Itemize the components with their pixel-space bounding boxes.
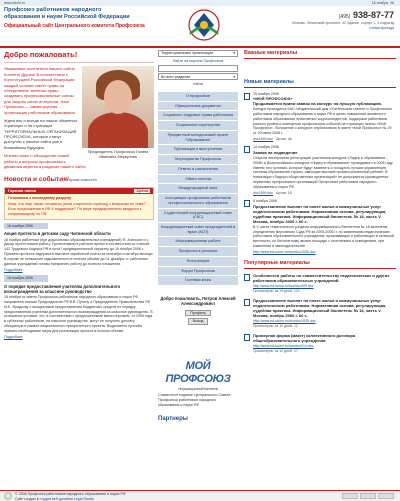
- middle-column: [158, 50, 238, 423]
- studio-link[interactable]: студии веб-дизайна Legal Studio: [39, 496, 94, 501]
- popular-materials-heading: Популярные материалы: [244, 260, 396, 269]
- material-title[interactable]: Заявка на подведение: [253, 149, 298, 155]
- territorial-org-select[interactable]: Территориальные организации ▾: [158, 50, 238, 57]
- menu-item[interactable]: О профсоюзе: [158, 92, 238, 102]
- hotline-item-title[interactable]: Готовимся к последнему разделу: [8, 196, 72, 201]
- popular-item: Примерная форма (макет) коллективного договора общеобразовательного учреждения. http://www.ed-union.ru/doc/doc014.doc Просмотров: за 10 дней: 17: [244, 333, 396, 354]
- hotline-archive-link[interactable]: Архив: [136, 188, 148, 193]
- material-title[interactable]: Примерная форма (макет) коллективного договора общеобразовательного учреждения.: [253, 332, 356, 343]
- counter-badge[interactable]: [378, 493, 394, 499]
- menu-item[interactable]: Обмен опытом: [158, 175, 238, 185]
- news-archive-link[interactable]: Архив новостей: [68, 178, 97, 183]
- news-title[interactable]: Акция протеста в детском саду Читинской области: [4, 231, 111, 237]
- material-title[interactable]: Предоставление выплат по плате жилья и коммунальных услуг педагогическим работникам. Нормативная основа, регулирующая, судебная практика. Информационный бюллетень № 18, часть V. Москва, ноябрь 2006 г. 60 с.: [253, 297, 387, 318]
- menu-item[interactable]: Фотогалерея: [158, 257, 238, 267]
- moy-profsoyuz-block: [158, 360, 238, 408]
- site-title-line2: образования и науки Российской Федерации: [4, 13, 130, 20]
- footer: [0, 490, 400, 501]
- menu-item[interactable]: Социально-трудовые права работников: [158, 111, 238, 121]
- welcome-text-3: Мнение ваше и обсуждение нашей работы и вопросы профсоюзного движения ведется в разделах нашего сайта.: [4, 153, 87, 170]
- photo-caption: Председатель Профсоюза Галина Ивановна Меркулова: [87, 150, 149, 160]
- document-icon: [244, 200, 250, 207]
- site-subtitle: Официальный сайт Центрального комитета Профсоюза: [4, 22, 145, 29]
- counter-badge[interactable]: [342, 493, 358, 499]
- site-title-block: [4, 7, 204, 29]
- material-link[interactable]: doc1490.doc: [253, 137, 274, 142]
- main-menu: [158, 92, 238, 286]
- document-icon: [244, 93, 250, 100]
- address: Москва, Ленинский проспект, 42 Здание, корпус 1, 3 подъезд: [292, 21, 394, 26]
- header-divider: [0, 46, 400, 48]
- news-date: 15 ноября 2006: [4, 275, 48, 281]
- logout-button[interactable]: Выход: [188, 318, 209, 324]
- chevron-down-icon: ▾: [233, 51, 235, 56]
- news-text: 15 ноября от имени Профсоюза работников народного образования и науки РФ направлено письмо Председателю РФ В.В. Путину и Председателю Правительства РФ М.Е. Фрадкову с инициативой предоставления бюджетных средств по порядку предоставления учителям дополнительного вознаграждения за классное руководство. В отношении условий, что, в соответствии с предложенными министерством, от 2006 года в субъектах работников, на классное руководство, могут не получить доплату, обещанную в рамках национального приоритетного проекта. Выделяется просьба принять необходимые меры для реализации проекта в полном объеме.: [4, 295, 153, 333]
- material-link[interactable]: http://www.ed-union.ru/doc/doc014.doc: [253, 343, 314, 348]
- map-link[interactable]: схема проезда: [369, 26, 394, 31]
- welcome-text: Уважаемые посетители нашего сайта! Коллеги! Друзья! В соответствии с Конституцией Российской Федерации каждый человек имеет право на объединение, включая право создавать профессиональные союзы для защиты своих интересов. Наш Профсоюз — самая крупная организация работников образования.: [4, 66, 76, 115]
- material-item: 5 ноября 2006 Предоставление выплат по плате жилья и коммунальных услуг педагогическим работникам. Нормативная основа, регулирующая, судебная практика. Информационный бюллетень № 18, часть V. Москва, ноябрь 2006 г. 60 с. В V части тематического раздела информационного бюллетеня № 18 включены определения Верховного Суда РФ за 2005-2006 гг. по заявлениям педагогических работников образовательного учреждения, проживающих и работающих в сельской местности, по бесплатному жилью площадь с отоплением и освещением, при изменении в законодательстве. http://www.ed-union.ru/doc/doc1535.doc: [244, 199, 396, 254]
- new-materials-heading: Новые материалы: [244, 79, 396, 88]
- moy-profsoyuz-text: Совместное издание Центрального Совета Профсоюза работников народного образования и науки РФ: [158, 393, 231, 408]
- hotline-box: [4, 187, 154, 220]
- partners-heading: Партнеры: [158, 415, 188, 422]
- left-column: [4, 50, 154, 339]
- news-text: 16 ноября работники (при дошкольных образовательных учреждений) Ф. Агинское и с. Дакар протестовали работу. Протестовали в рабочее время в соответствии со статьей 142 Трудового Кодекса РФ в ночи? предварительный характер до 19 ноября 2006 г. Причина протеста задержка в выплате заработной платы за сентябрь и октябрь месяцы. В случае не погашения задолженности в полном объеме до 01 декабря т.г. работники данных учреждений готовы прекратить работу до полного погашения.: [4, 237, 154, 266]
- user-greeting: Добро пожаловать, Петров Алексей Александрович!: [160, 296, 236, 307]
- document-icon: [244, 274, 250, 281]
- news-more-link[interactable]: Подробнее: [4, 334, 23, 339]
- menu-item[interactable]: Гостевая книга: [158, 276, 238, 286]
- document-icon: [244, 299, 250, 306]
- news-item: [4, 223, 154, 272]
- hotline-item-text: Итак, что еще также готовится (если сторонних страниц) к вопросам по теме? Есть предложения в ЛФ-4 поддержке? По мере предварительно вводится к сохраняющему по ЛФ.: [8, 202, 146, 216]
- material-title[interactable]: «МОЙ ПРОФСОЮЗ»: [253, 95, 293, 101]
- counter-badge[interactable]: [360, 493, 376, 499]
- welcome-text-2: Ждем вас и всегда на наших обменных страницах и на страницах ТЕРРИТОРИАЛЬНЫХ ОРГАНИЗАЦИЙ ПРОФСОЮЗА, которые станут доступны с нашего сайта уже в ближайшем будущем.: [4, 117, 78, 150]
- menu-item[interactable]: Официальные документы: [158, 102, 238, 112]
- material-link[interactable]: http://www.ed-union.ru/doc/doc009.doc: [253, 284, 314, 289]
- site-url[interactable]: www.eduhr.ru: [4, 1, 26, 5]
- chevron-down-icon: ▾: [233, 74, 235, 79]
- search-button[interactable]: Найти: [192, 82, 204, 87]
- material-link[interactable]: doc1599.doc: [253, 190, 274, 195]
- top-strip: [0, 0, 400, 6]
- menu-item[interactable]: Профсоюз в регионах: [158, 247, 238, 257]
- union-emblem-icon: [178, 8, 230, 42]
- material-title[interactable]: Особенности работы по совместительству педагогических и других работников образовательных учреждений.: [253, 273, 390, 284]
- search-input[interactable]: [158, 65, 238, 72]
- chairman-photo: [82, 66, 154, 148]
- hotline-bar: [5, 188, 153, 195]
- counters: [342, 493, 394, 499]
- menu-item[interactable]: Форум Профсоюза: [158, 267, 238, 277]
- news-item: [4, 275, 154, 339]
- menu-item[interactable]: Социальное партнерство: [158, 121, 238, 131]
- hotline-body: [5, 194, 153, 219]
- hotline-title: Горячая линия: [8, 188, 36, 193]
- material-title[interactable]: Предоставление выплат по плате жилья и коммунальных услуг педагогическим работникам. Нормативная основа, регулирующая, судебная практика. Информационный бюллетень № 18, часть V. Москва, ноябрь 2006 г. 60 с.: [253, 203, 387, 224]
- user-greeting-box: [158, 292, 238, 329]
- news-more-link[interactable]: Подробнее: [4, 267, 23, 272]
- menu-item[interactable]: Предметный методический проект "Образование": [158, 131, 238, 145]
- right-column: [244, 50, 396, 353]
- popular-item: Предоставление выплат по плате жилья и коммунальных услуг педагогическим работникам. Нормативная основа, регулирующая, судебная практика. Информационный бюллетень № 18, часть V. Москва, ноябрь 2006 г. 60 с. http://www.ed-union.ru/doc/doc1535.doc Просмотров: за 10 дней: 12: [244, 298, 396, 329]
- document-icon: [244, 146, 250, 153]
- welcome-heading: Добро пожаловать!: [4, 50, 78, 59]
- contact-block: [292, 10, 394, 31]
- menu-item[interactable]: Публикации и выступления: [158, 145, 238, 155]
- menu-item[interactable]: Международный опыт: [158, 184, 238, 194]
- news-heading: Новости и события/Архив новостей: [4, 176, 97, 184]
- welcome-box: [4, 62, 154, 169]
- popular-item: Особенности работы по совместительству педагогических и других работников образовательных учреждений. http://www.ed-union.ru/doc/doc009.doc Просмотров: за 10 дней: 121: [244, 273, 396, 294]
- profile-button[interactable]: Профиль: [185, 310, 211, 316]
- menu-item[interactable]: Координационный совет председателей в вузах (КСП): [158, 223, 238, 237]
- phone-number: (495) 938-87-77: [338, 10, 394, 20]
- menu-item[interactable]: Ассоциация профсоюзов работников профессионального образования: [158, 194, 238, 208]
- menu-item[interactable]: Ответы и разъяснения: [158, 165, 238, 175]
- section-select[interactable]: Во всех разделах ▾: [158, 73, 238, 80]
- material-link[interactable]: http://www.ed-union.ru/doc/doc1535.doc: [253, 249, 316, 254]
- site-title-line1: Профсоюз работников народного: [4, 7, 102, 13]
- material-link[interactable]: http://www.ed-union.ru/doc/doc1535.doc: [253, 318, 316, 323]
- moy-profsoyuz-logo[interactable]: МОЙ ПРОФСОЮЗ Информационный бюллетень: [165, 359, 231, 392]
- document-icon: [244, 334, 250, 341]
- portal-search-label: Найти на портале Профсоюза: [172, 59, 224, 63]
- menu-item[interactable]: Студенческий координационный совет (СКС): [158, 209, 238, 223]
- footer-logo-icon: [4, 492, 12, 500]
- news-title[interactable]: О порядке предоставления учителям дополнительного вознаграждения за классное руководство: [4, 283, 121, 294]
- menu-item[interactable]: Информационная работа: [158, 237, 238, 247]
- menu-item[interactable]: Мероприятия Профсоюза: [158, 155, 238, 165]
- important-materials-heading: Важные материалы: [244, 50, 396, 59]
- current-date: 18 ноября, 06: [371, 1, 394, 5]
- footer-text: © 2006 Профсоюз работников народного образования и науки РФ Сайт создан в студии веб-дизайна Legal Studio: [15, 492, 126, 501]
- news-date: 16 ноября 2006: [4, 223, 48, 229]
- material-item: 14 ноября 2006 Заявка на подведение Открыта электронная регистрация участников конкурса «Лидер в образовании – 2006» и Всероссийского конкурса «Лидер в образовании» проводимого в 2006 году. Имеем того условия, которые будут выявлять и поощрять лучших управленцев системы образования страны, имеющих высокий профессиональный рейтинг. В номинации «Лидеры общественных организаций» не допускаются руководители первичных профсоюзных организаций Профсоюза работников народного образования и науки РФ. doc1599.doc Архив: 18: [244, 145, 396, 195]
- material-item: 15 ноября 2006 «МОЙ ПРОФСОЮЗ» Продолжается прием заявок на конкурс на лучшую публикацию. Конкурс проводится ЗАО «Издательский дом «Учительская газета» и Профсоюзом работников народного образования и науки РФ в целях повышения активности работников образования, внештатных корреспондентов, поддержки работников разного уровня и освещения профсоюзных событий на страницах газеты «Мой Профсоюз». Положение о конкурсе опубликовано в газете «Мой Профсоюз» № 29 от 20 июля 2006 г. doc1490.doc Архив: da: [244, 92, 396, 142]
